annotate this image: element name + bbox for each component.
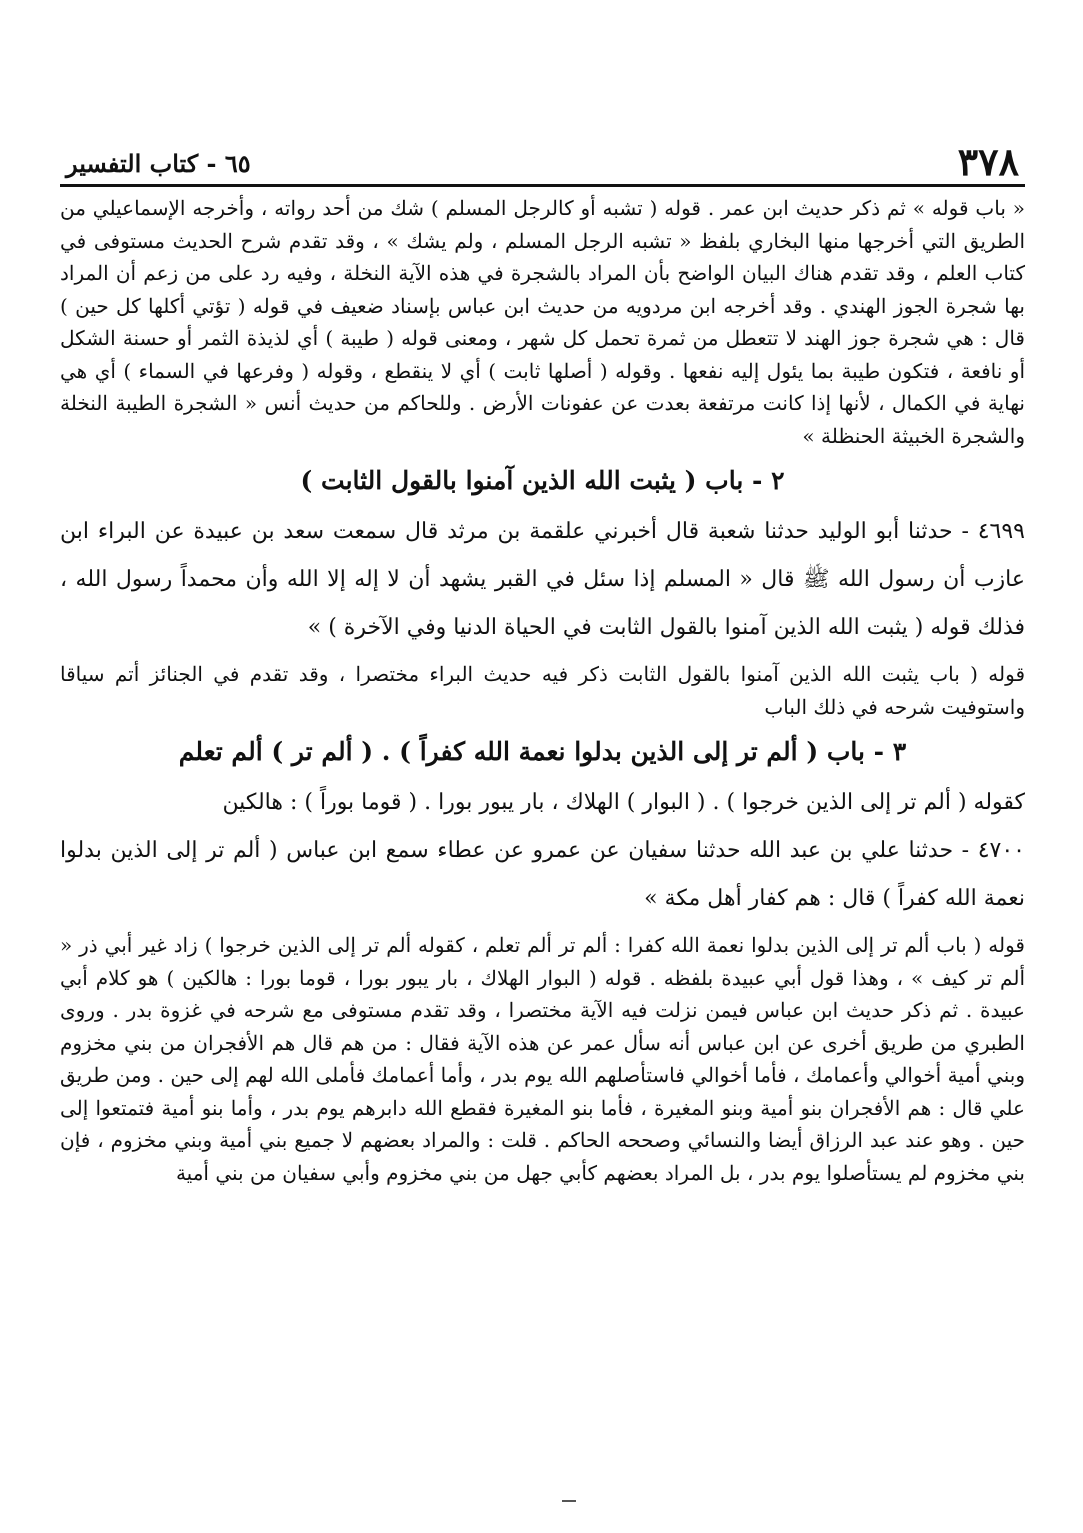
commentary-paragraph: قوله ( باب ألم تر إلى الذين بدلوا نعمة الله كفرا : ألم تر ألم تعلم ، كقوله ألم تر إلى الذين خرجوا ) زاد غير أبي ذر « ألم تر كيف » ، وهذا قول أبي عبيدة بلفظه . قوله ( البوار الهلاك ، بار يبور بورا ، قوما بورا : هالكين ) هو كلام أبي عبيدة . ثم ذكر حديث ابن عباس فيمن نزلت فيه الآية مختصرا ، وقد تقدم مستوفى مع شرحه في غزوة بدر . وروى الطبري من طريق أخرى عن ابن عباس أنه سأل عمر عن هذه الآية فقال : من هم قال هم الأفجران من بني مخزوم وبني أمية أخوالي وأعمامك ، فأما أخوالي فاستأصلهم الله يوم بدر ، وأما أعمامك فأملى الله لهم إلى حين . ومن طريق علي قال : هم الأفجران بنو أمية وبنو المغيرة ، فأما بنو المغيرة فقطع الله دابرهم يوم بدر ، وأما بنو أمية فتمتعوا إلى حين . وهو عند عبد الرزاق أيضا والنسائي وصححه الحاكم . قلت : والمراد بعضهم لا جميع بني أمية وبني مخزوم ، فإن بني مخزوم لم يستأصلوا يوم بدر ، بل المراد بعضهم كأبي جهل من بني مخزوم وأبي سفيان من بني أمية — [60, 933, 1025, 1185]
page-header — [60, 140, 1025, 184]
chapter-gloss: كقوله ( ألم تر إلى الذين خرجوا ) . ( البوار ) الهلاك ، بار يبور بورا . ( قوما بوراً ) : هالكين — [222, 790, 1025, 815]
page-number: ٣٧٨ — [957, 139, 1019, 184]
page-body — [60, 192, 1025, 1189]
commentary-paragraph: قوله ( باب يثبت الله الذين آمنوا بالقول الثابت ذكر فيه حديث البراء مختصرا ، وقد تقدم في الجنائز أتم سياقا واستوفيت شرحه في ذلك الباب — [60, 662, 1025, 719]
chapter-heading: ٢ - باب ( يثبت الله الذين آمنوا بالقول الثابت ) — [300, 466, 785, 495]
running-title: ٦٥ - كتاب التفسير — [66, 149, 251, 178]
hadith-text: ٤٦٩٩ - حدثنا أبو الوليد حدثنا شعبة قال أخبرني علقمة بن مرثد قال سمعت سعد بن عبيدة عن البراء ابن عازب أن رسول الله ﷺ قال « المسلم إذا سئل في القبر يشهد أن لا إله إلا الله وأن محمداً رسول الله ، فذلك قوله ( يثبت الله الذين آمنوا بالقول الثابت في الحياة الدنيا وفي الآخرة ) » — [60, 519, 1025, 640]
header-rule — [60, 184, 1025, 187]
hadith-text: ٤٧٠٠ - حدثنا علي بن عبد الله حدثنا سفيان عن عمرو عن عطاء سمع ابن عباس ( ألم تر إلى الذين بدلوا نعمة الله كفراً ) قال : هم كفار أهل مكة » — [60, 838, 1025, 911]
commentary-paragraph: « باب قوله » ثم ذكر حديث ابن عمر . قوله ( تشبه أو كالرجل المسلم ) شك من أحد رواته ، وأخرجه الإسماعيلي من الطريق التي أخرجها منها البخاري بلفظ « تشبه الرجل المسلم ، ولم يشك » ، وقد تقدم شرح الحديث مستوفى في كتاب العلم ، وقد تقدم هناك البيان الواضح بأن المراد بالشجرة في هذه الآية النخلة ، وفيه رد على من زعم أن المراد بها شجرة الجوز الهندي . وقد أخرجه ابن مردويه من حديث ابن عباس بإسناد ضعيف في قوله ( تؤتي أكلها كل حين ) قال : هي شجرة جوز الهند لا تتعطل من ثمرة تحمل كل شهر ، ومعنى قوله ( طيبة ) أي لذيذة الثمر أو حسنة الشكل أو نافعة ، فتكون طيبة بما يئول إليه نفعها . وقوله ( أصلها ثابت ) أي لا ينقطع ، وقوله ( وفرعها في السماء ) أي هي نهاية في الكمال ، لأنها إذا كانت مرتفعة بعدت عن عفونات الأرض . وللحاكم من حديث أنس « الشجرة الطيبة النخلة والشجرة الخبيثة الحنظلة » — [60, 196, 1025, 448]
chapter-heading: ٣ - باب ( ألم تر إلى الذين بدلوا نعمة الله كفراً ) . ( ألم تر ) ألم تعلم — [178, 737, 907, 766]
scan-mark — [562, 1500, 576, 1502]
